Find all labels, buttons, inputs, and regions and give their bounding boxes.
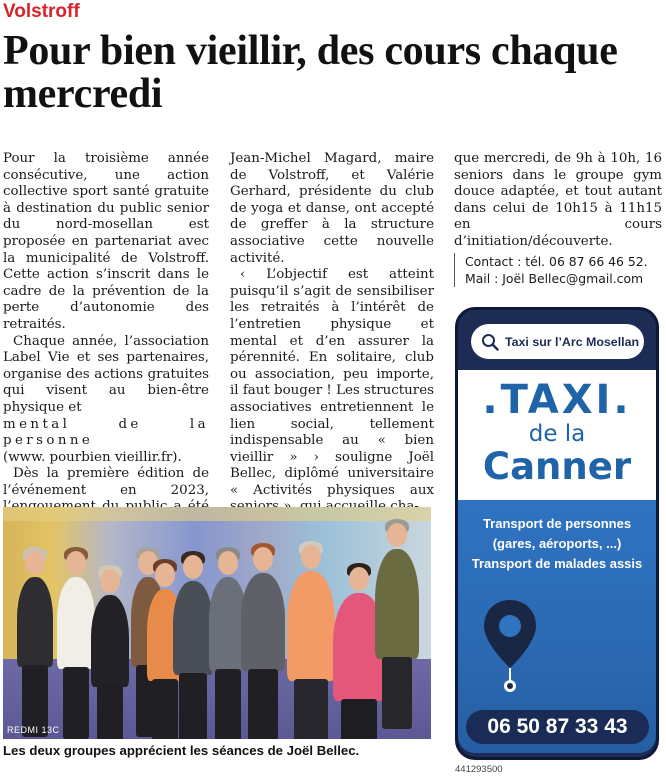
taxi-advertisement [455,307,659,760]
paragraph: Jean-Michel Magard, maire de Volstroff, et Valérie Gerhard, présidente du club de yoga et danse, ont accepté de greffer à la structure associative cette nouvelle activité. [230,151,434,266]
article-headline: Pour bien vieillir, des cours chaque mercredi [3,28,618,117]
contact-block [454,253,662,287]
group-photo [3,507,431,739]
ad-service-line: (gares, aéroports, ...) [492,536,622,551]
logo-line-de-la: de la [528,421,586,447]
section-kicker: Volstroff [3,1,80,22]
paragraph: Chaque année, l’association Label Vie et ses partenaires, organise des actions gratuites qui visent au bien-être physique et [3,333,209,415]
contact-phone: Contact : tél. 06 87 66 46 52. [465,253,648,269]
camera-watermark: REDMI 13C [7,725,60,735]
ad-services [464,514,650,574]
article-column-1 [3,151,209,533]
photo-person [375,549,419,659]
photo-person [287,571,335,681]
paragraph-quote: ‹ L’objectif est atteint puisqu’il s’agit de sensibiliser les retraités à l’intérêt de l’entretien physique et mental et d’en assurer la pérennité. En solitaire, club ou association, peu importe, il faut bouger ! Les structures associatives entretiennent le lien social, tellement indispensable au « bien vieillir » › souligne Joël Bellec, diplômé universitaire « Activités physiques aux [230,267,434,498]
paragraph-url: (www. pourbien vieillir.fr). [3,449,182,465]
ad-phone-number: 06 50 87 33 43 [466,710,649,744]
paragraph: Dès la première édition de l’événement en 2023, [3,466,209,498]
logo-line-canner: Canner [482,445,632,488]
photo-person [17,577,53,667]
taxi-logo [458,370,656,500]
photo-person [57,577,95,669]
article-column-3 [454,151,662,287]
photo-person [173,581,213,675]
ad-search-bar [471,324,644,359]
ad-search-text: Taxi sur l’Arc Mosellan [505,334,640,349]
logo-line-taxi: .TAXI. [482,377,632,423]
article-column-2 [230,151,434,516]
ad-service-line: Transport de personnes [482,516,632,531]
map-pin-icon [480,596,540,696]
paragraph: que mercredi, de 9h à 10h, 16 seniors dans le groupe gym douce adaptée, et tout autant dans celui de 10h15 à 11h15 en cours d’initiation/découverte. [454,151,662,249]
paragraph-spaced-line: mental de la personne [3,416,209,449]
ad-service-line: Transport de malades assis [471,556,643,571]
photo-wall-band [3,507,431,521]
contact-email: Mail : Joël Bellec@gmail.com [465,270,644,286]
photo-caption: Les deux groupes apprécient les séances de Joël Bellec. [3,743,360,758]
photo-person [91,595,129,687]
photo-person [241,573,285,671]
search-icon [481,333,499,351]
ad-body [458,500,656,753]
ad-reference-number: 441293500 [455,764,503,775]
paragraph: Pour la troisième année consécutive, une action collective sport santé gratuite à destination du public senior du nord-mosellan est proposée en partenariat avec la municipalité de Volstroff. Cette action s’inscrit dans le cadre de la prévention de la perte d’autonomie des retraités. [3,151,209,332]
